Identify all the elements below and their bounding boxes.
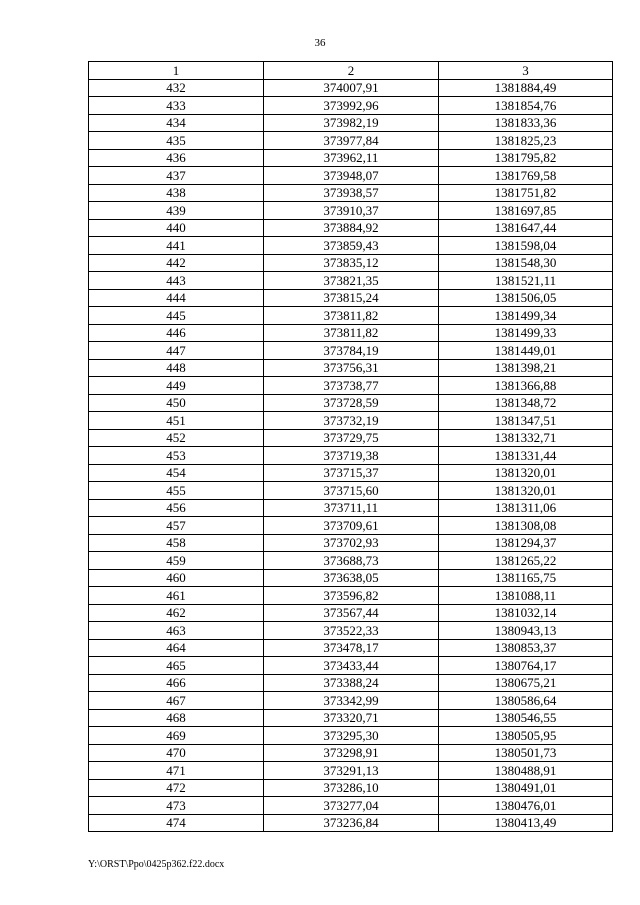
column-header-3: 3: [439, 62, 613, 80]
table-body: [89, 79, 613, 832]
y-coordinate-cell: 1380943,13: [439, 622, 613, 640]
table-row: [89, 359, 613, 377]
y-coordinate-cell: 1381398,21: [439, 359, 613, 377]
y-coordinate-cell: 1381499,33: [439, 324, 613, 342]
point-number-cell: 452: [89, 429, 264, 447]
point-number-cell: 445: [89, 307, 264, 325]
y-coordinate-cell: 1381032,14: [439, 604, 613, 622]
table-row: [89, 779, 613, 797]
y-coordinate-cell: 1381331,44: [439, 447, 613, 465]
y-coordinate-cell: 1381265,22: [439, 552, 613, 570]
y-coordinate-cell: 1381332,71: [439, 429, 613, 447]
y-coordinate-cell: 1380546,55: [439, 709, 613, 727]
point-number-cell: 474: [89, 814, 264, 832]
x-coordinate-cell: 373910,37: [264, 202, 439, 220]
table-row: [89, 692, 613, 710]
table-row: [89, 499, 613, 517]
x-coordinate-cell: 373478,17: [264, 639, 439, 657]
point-number-cell: 456: [89, 499, 264, 517]
point-number-cell: 441: [89, 237, 264, 255]
point-number-cell: 459: [89, 552, 264, 570]
x-coordinate-cell: 374007,91: [264, 79, 439, 97]
y-coordinate-cell: 1381320,01: [439, 464, 613, 482]
x-coordinate-cell: 373286,10: [264, 779, 439, 797]
table-row: [89, 79, 613, 97]
y-coordinate-cell: 1381769,58: [439, 167, 613, 185]
x-coordinate-cell: 373277,04: [264, 797, 439, 815]
table-row: [89, 552, 613, 570]
table-row: [89, 727, 613, 745]
x-coordinate-cell: 373729,75: [264, 429, 439, 447]
y-coordinate-cell: 1380491,01: [439, 779, 613, 797]
y-coordinate-cell: 1380764,17: [439, 657, 613, 675]
point-number-cell: 468: [89, 709, 264, 727]
table-row: [89, 797, 613, 815]
y-coordinate-cell: 1380476,01: [439, 797, 613, 815]
table-row: [89, 709, 613, 727]
x-coordinate-cell: 373859,43: [264, 237, 439, 255]
point-number-cell: 465: [89, 657, 264, 675]
table-row: [89, 289, 613, 307]
table-row: [89, 149, 613, 167]
y-coordinate-cell: 1380675,21: [439, 674, 613, 692]
table-row: [89, 622, 613, 640]
x-coordinate-cell: 373884,92: [264, 219, 439, 237]
x-coordinate-cell: 373388,24: [264, 674, 439, 692]
table-row: [89, 219, 613, 237]
y-coordinate-cell: 1381548,30: [439, 254, 613, 272]
y-coordinate-cell: 1381499,34: [439, 307, 613, 325]
table-row: [89, 412, 613, 430]
point-number-cell: 440: [89, 219, 264, 237]
y-coordinate-cell: 1380586,64: [439, 692, 613, 710]
table-row: [89, 114, 613, 132]
y-coordinate-cell: 1380501,73: [439, 744, 613, 762]
table-row: [89, 482, 613, 500]
y-coordinate-cell: 1381647,44: [439, 219, 613, 237]
point-number-cell: 447: [89, 342, 264, 360]
x-coordinate-cell: 373715,60: [264, 482, 439, 500]
column-header-2: 2: [264, 62, 439, 80]
point-number-cell: 451: [89, 412, 264, 430]
table-row: [89, 762, 613, 780]
y-coordinate-cell: 1380505,95: [439, 727, 613, 745]
x-coordinate-cell: 373738,77: [264, 377, 439, 395]
point-number-cell: 467: [89, 692, 264, 710]
point-number-cell: 450: [89, 394, 264, 412]
table-row: [89, 184, 613, 202]
x-coordinate-cell: 373992,96: [264, 97, 439, 115]
x-coordinate-cell: 373728,59: [264, 394, 439, 412]
table-row: [89, 307, 613, 325]
table-row: [89, 674, 613, 692]
y-coordinate-cell: 1381348,72: [439, 394, 613, 412]
y-coordinate-cell: 1381521,11: [439, 272, 613, 290]
point-number-cell: 457: [89, 517, 264, 535]
y-coordinate-cell: 1381833,36: [439, 114, 613, 132]
table-row: [89, 464, 613, 482]
x-coordinate-cell: 373567,44: [264, 604, 439, 622]
point-number-cell: 472: [89, 779, 264, 797]
point-number-cell: 435: [89, 132, 264, 150]
point-number-cell: 448: [89, 359, 264, 377]
x-coordinate-cell: 373702,93: [264, 534, 439, 552]
table-row: [89, 429, 613, 447]
point-number-cell: 461: [89, 587, 264, 605]
y-coordinate-cell: 1381449,01: [439, 342, 613, 360]
table-row: [89, 272, 613, 290]
point-number-cell: 454: [89, 464, 264, 482]
point-number-cell: 455: [89, 482, 264, 500]
x-coordinate-cell: 373962,11: [264, 149, 439, 167]
y-coordinate-cell: 1381308,08: [439, 517, 613, 535]
point-number-cell: 443: [89, 272, 264, 290]
table-row: [89, 814, 613, 832]
x-coordinate-cell: 373688,73: [264, 552, 439, 570]
table-row: [89, 342, 613, 360]
x-coordinate-cell: 373320,71: [264, 709, 439, 727]
point-number-cell: 469: [89, 727, 264, 745]
x-coordinate-cell: 373596,82: [264, 587, 439, 605]
point-number-cell: 439: [89, 202, 264, 220]
table-row: [89, 167, 613, 185]
coordinates-table: [88, 61, 613, 832]
y-coordinate-cell: 1380853,37: [439, 639, 613, 657]
table-row: [89, 202, 613, 220]
x-coordinate-cell: 373821,35: [264, 272, 439, 290]
y-coordinate-cell: 1380413,49: [439, 814, 613, 832]
point-number-cell: 436: [89, 149, 264, 167]
x-coordinate-cell: 373709,61: [264, 517, 439, 535]
x-coordinate-cell: 373948,07: [264, 167, 439, 185]
y-coordinate-cell: 1381294,37: [439, 534, 613, 552]
table-row: [89, 534, 613, 552]
x-coordinate-cell: 373236,84: [264, 814, 439, 832]
x-coordinate-cell: 373638,05: [264, 569, 439, 587]
x-coordinate-cell: 373711,11: [264, 499, 439, 517]
table-row: [89, 744, 613, 762]
x-coordinate-cell: 373715,37: [264, 464, 439, 482]
point-number-cell: 464: [89, 639, 264, 657]
point-number-cell: 437: [89, 167, 264, 185]
page-number: 36: [314, 37, 326, 49]
y-coordinate-cell: 1381165,75: [439, 569, 613, 587]
y-coordinate-cell: 1381854,76: [439, 97, 613, 115]
table-row: [89, 377, 613, 395]
y-coordinate-cell: 1381598,04: [439, 237, 613, 255]
table-row: [89, 97, 613, 115]
table-row: [89, 587, 613, 605]
point-number-cell: 466: [89, 674, 264, 692]
x-coordinate-cell: 373298,91: [264, 744, 439, 762]
point-number-cell: 453: [89, 447, 264, 465]
point-number-cell: 462: [89, 604, 264, 622]
table-row: [89, 447, 613, 465]
y-coordinate-cell: 1381884,49: [439, 79, 613, 97]
x-coordinate-cell: 373295,30: [264, 727, 439, 745]
x-coordinate-cell: 373291,13: [264, 762, 439, 780]
point-number-cell: 460: [89, 569, 264, 587]
table-row: [89, 324, 613, 342]
point-number-cell: 446: [89, 324, 264, 342]
y-coordinate-cell: 1381366,88: [439, 377, 613, 395]
y-coordinate-cell: 1381825,23: [439, 132, 613, 150]
point-number-cell: 433: [89, 97, 264, 115]
x-coordinate-cell: 373719,38: [264, 447, 439, 465]
x-coordinate-cell: 373342,99: [264, 692, 439, 710]
table-row: [89, 569, 613, 587]
point-number-cell: 434: [89, 114, 264, 132]
x-coordinate-cell: 373938,57: [264, 184, 439, 202]
x-coordinate-cell: 373811,82: [264, 324, 439, 342]
point-number-cell: 471: [89, 762, 264, 780]
y-coordinate-cell: 1381320,01: [439, 482, 613, 500]
y-coordinate-cell: 1381088,11: [439, 587, 613, 605]
point-number-cell: 438: [89, 184, 264, 202]
x-coordinate-cell: 373811,82: [264, 307, 439, 325]
table-row: [89, 254, 613, 272]
y-coordinate-cell: 1381795,82: [439, 149, 613, 167]
y-coordinate-cell: 1380488,91: [439, 762, 613, 780]
point-number-cell: 449: [89, 377, 264, 395]
x-coordinate-cell: 373732,19: [264, 412, 439, 430]
x-coordinate-cell: 373756,31: [264, 359, 439, 377]
column-header-1: 1: [89, 62, 264, 80]
y-coordinate-cell: 1381751,82: [439, 184, 613, 202]
table-row: [89, 517, 613, 535]
x-coordinate-cell: 373784,19: [264, 342, 439, 360]
x-coordinate-cell: 373982,19: [264, 114, 439, 132]
y-coordinate-cell: 1381347,51: [439, 412, 613, 430]
x-coordinate-cell: 373522,33: [264, 622, 439, 640]
table-row: [89, 639, 613, 657]
point-number-cell: 473: [89, 797, 264, 815]
x-coordinate-cell: 373433,44: [264, 657, 439, 675]
x-coordinate-cell: 373977,84: [264, 132, 439, 150]
x-coordinate-cell: 373835,12: [264, 254, 439, 272]
table-row: [89, 604, 613, 622]
point-number-cell: 458: [89, 534, 264, 552]
x-coordinate-cell: 373815,24: [264, 289, 439, 307]
y-coordinate-cell: 1381311,06: [439, 499, 613, 517]
point-number-cell: 463: [89, 622, 264, 640]
table-row: [89, 132, 613, 150]
y-coordinate-cell: 1381506,05: [439, 289, 613, 307]
table-row: [89, 237, 613, 255]
table-header-row: [89, 62, 613, 80]
point-number-cell: 432: [89, 79, 264, 97]
footer-file-path: Y:\ORST\Ppo\0425p362.f22.docx: [88, 859, 225, 870]
point-number-cell: 470: [89, 744, 264, 762]
y-coordinate-cell: 1381697,85: [439, 202, 613, 220]
point-number-cell: 442: [89, 254, 264, 272]
point-number-cell: 444: [89, 289, 264, 307]
table-row: [89, 657, 613, 675]
table-row: [89, 394, 613, 412]
